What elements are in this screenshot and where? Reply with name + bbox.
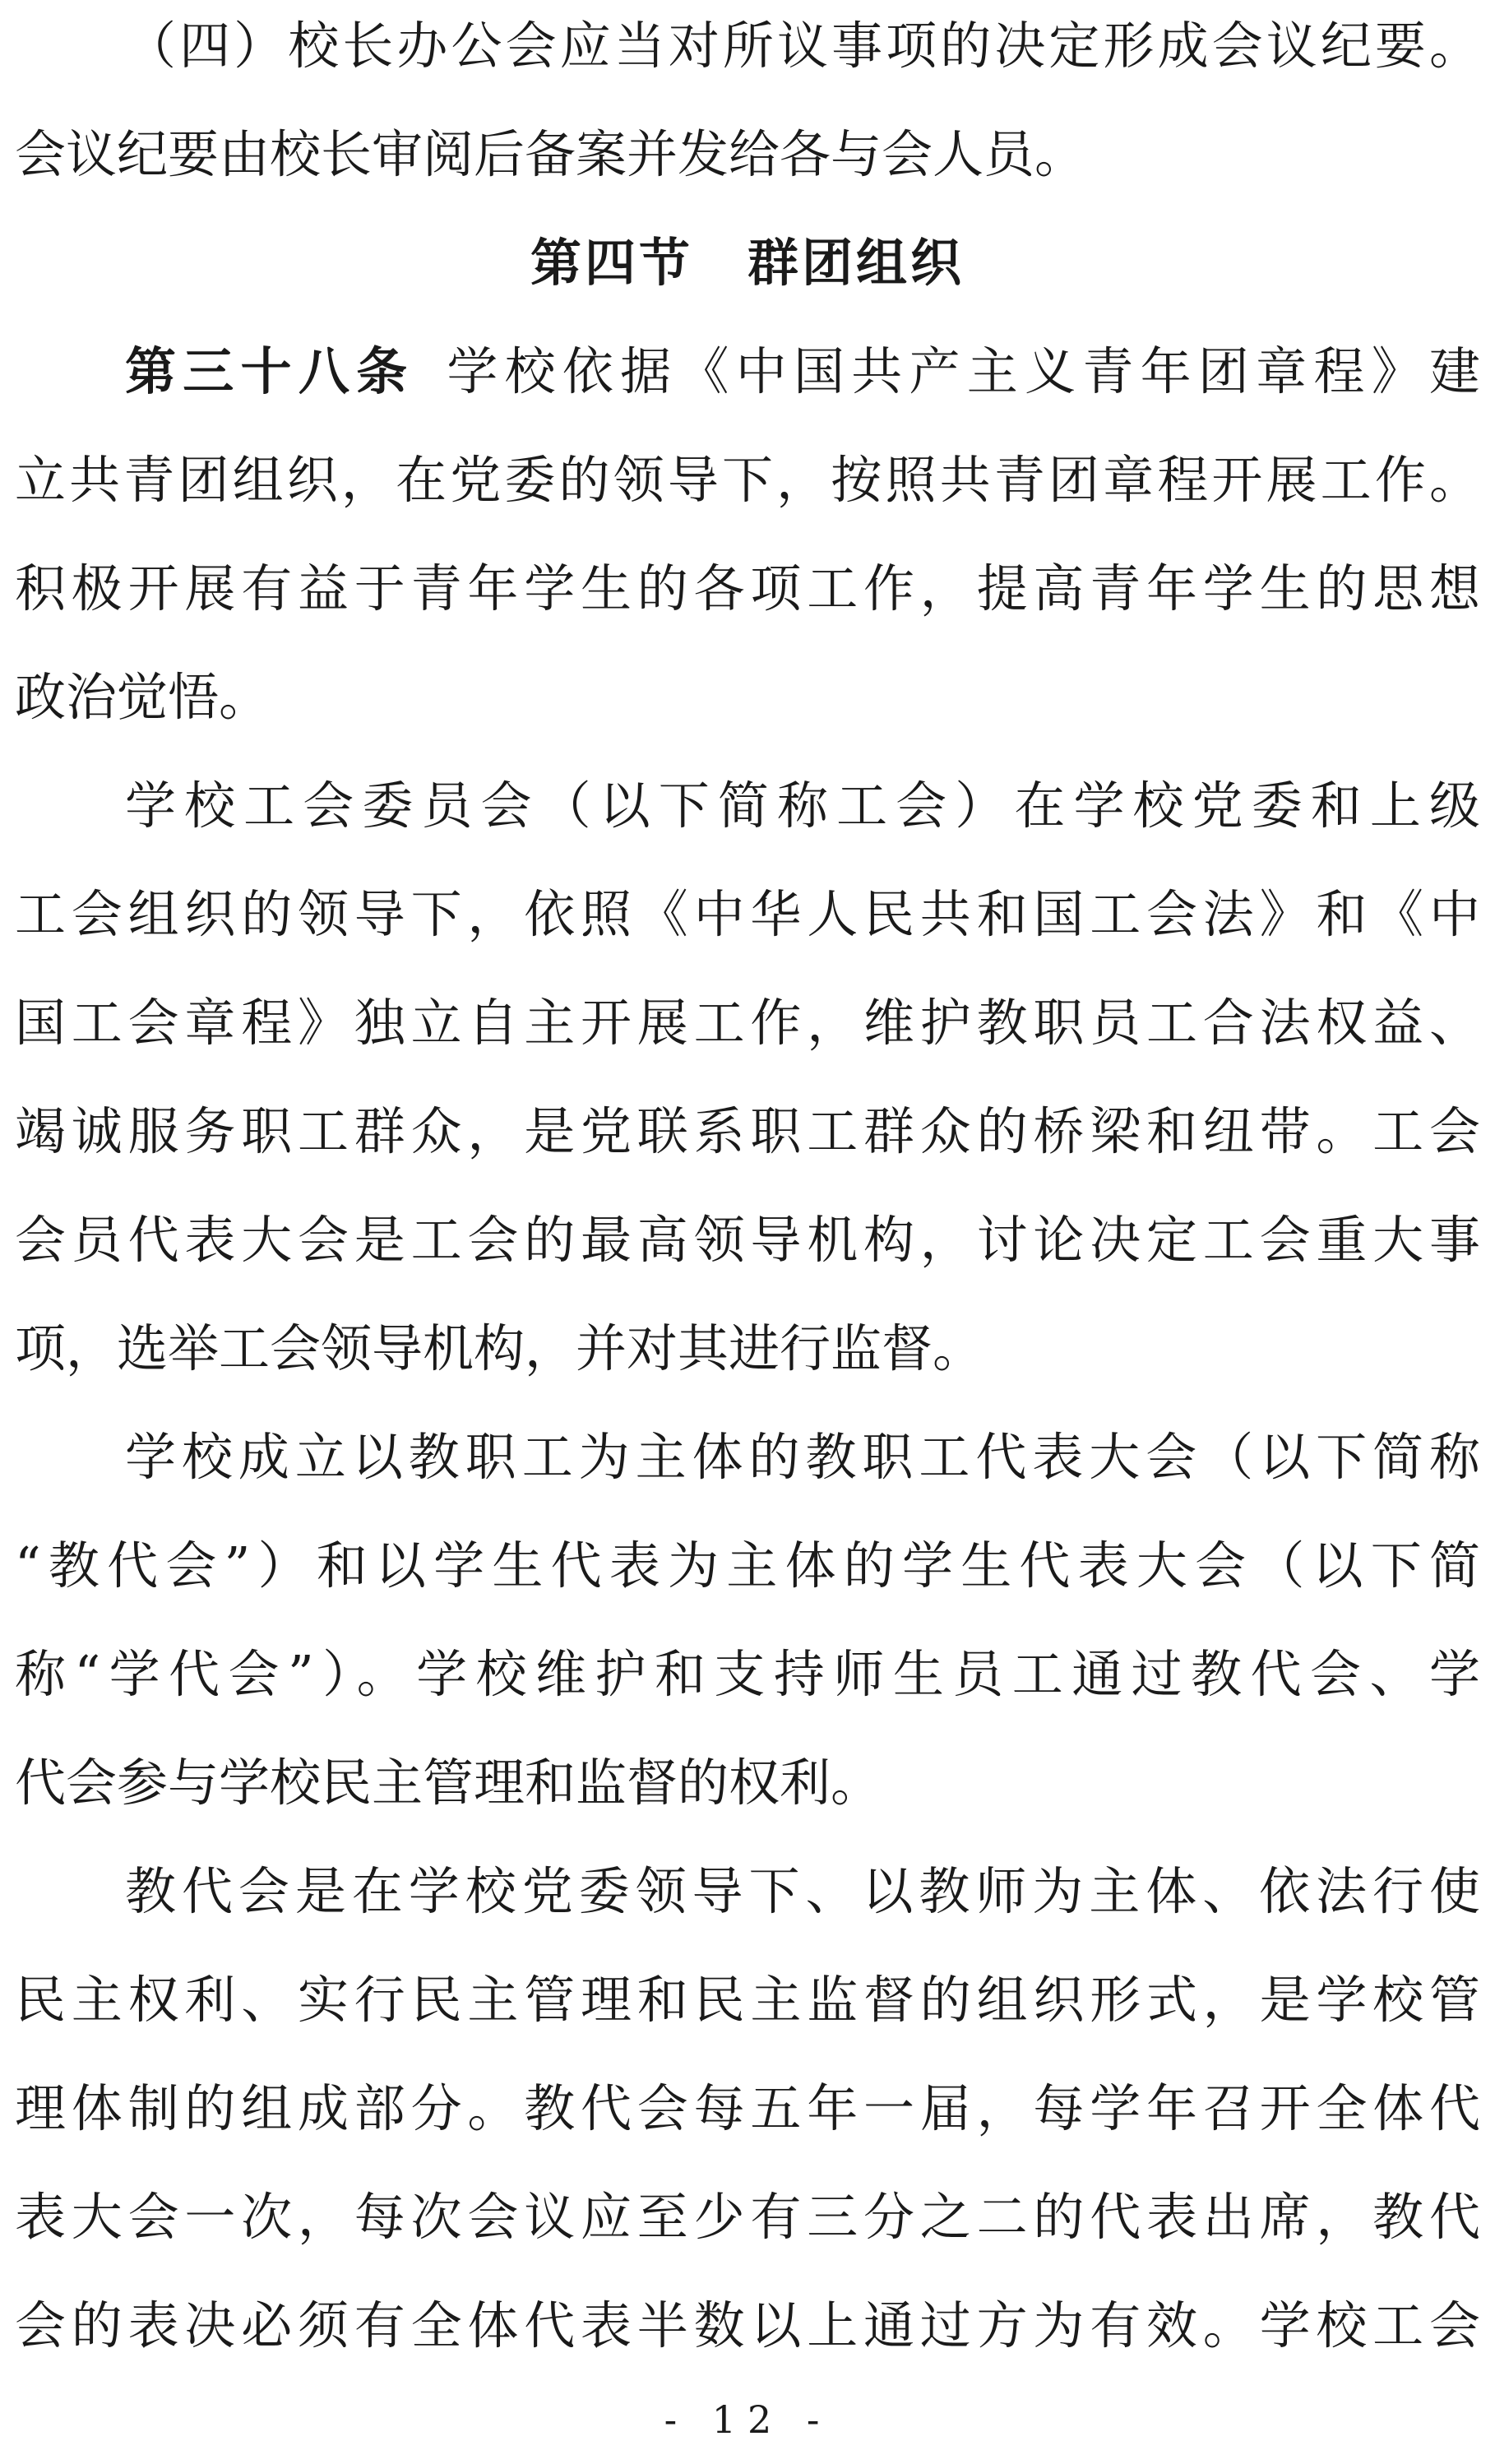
paragraph-line: 立共青团组织，在党委的领导下，按照共青团章程开展工作。 xyxy=(15,450,1480,510)
paragraph-line: 民主权利、实行民主管理和民主监督的组织形式，是学校管 xyxy=(15,1970,1480,2030)
paragraph-line: 政治觉悟。 xyxy=(15,667,271,727)
paragraph-line: 学校成立以教职工为主体的教职工代表大会（以下简称 xyxy=(125,1427,1480,1487)
paragraph-line: 积极开展有益于青年学生的各项工作，提高青年学生的思想 xyxy=(15,558,1480,618)
article-number: 第三十八条 xyxy=(125,341,414,401)
paragraph-line: 会的表决必须有全体代表半数以上通过方为有效。学校工会 xyxy=(15,2295,1480,2355)
page-number: - 12 - xyxy=(664,2397,831,2442)
paragraph-line: 学校工会委员会（以下简称工会）在学校党委和上级 xyxy=(125,776,1480,836)
paragraph-line: 表大会一次，每次会议应至少有三分之二的代表出席，教代 xyxy=(15,2187,1480,2247)
paragraph-line: 代会参与学校民主管理和监督的权利。 xyxy=(15,1753,882,1813)
paragraph-line: “教代会”）和以学生代表为主体的学生代表大会（以下简 xyxy=(15,1535,1480,1596)
paragraph-line: 会议纪要由校长审阅后备案并发给各与会人员。 xyxy=(15,124,1086,184)
paragraph-line: 国工会章程》独立自主开展工作，维护教职员工合法权益、 xyxy=(15,993,1480,1053)
paragraph-line: 教代会是在学校党委领导下、以教师为主体、依法行使 xyxy=(125,1861,1480,1921)
paragraph-line: 学校依据《中国共产主义青年团章程》建 xyxy=(447,341,1480,401)
paragraph-line: 会员代表大会是工会的最高领导机构，讨论决定工会重大事 xyxy=(15,1210,1480,1270)
paragraph-line: 竭诚服务职工群众，是党联系职工群众的桥梁和纽带。工会 xyxy=(15,1101,1480,1161)
paragraph-line: 工会组织的领导下，依照《中华人民共和国工会法》和《中 xyxy=(15,884,1480,944)
paragraph-line: （四）校长办公会应当对所议事项的决定形成会议纪要。 xyxy=(125,16,1480,76)
paragraph-line: 理体制的组成部分。教代会每五年一届，每学年召开全体代 xyxy=(15,2078,1480,2138)
paragraph-line: 称“学代会”）。学校维护和支持师生员工通过教代会、学 xyxy=(15,1644,1480,1704)
paragraph-line: 项，选举工会领导机构，并对其进行监督。 xyxy=(15,1318,984,1378)
section-heading: 第四节 群团组织 xyxy=(530,233,965,293)
article-first-line xyxy=(15,322,1480,421)
